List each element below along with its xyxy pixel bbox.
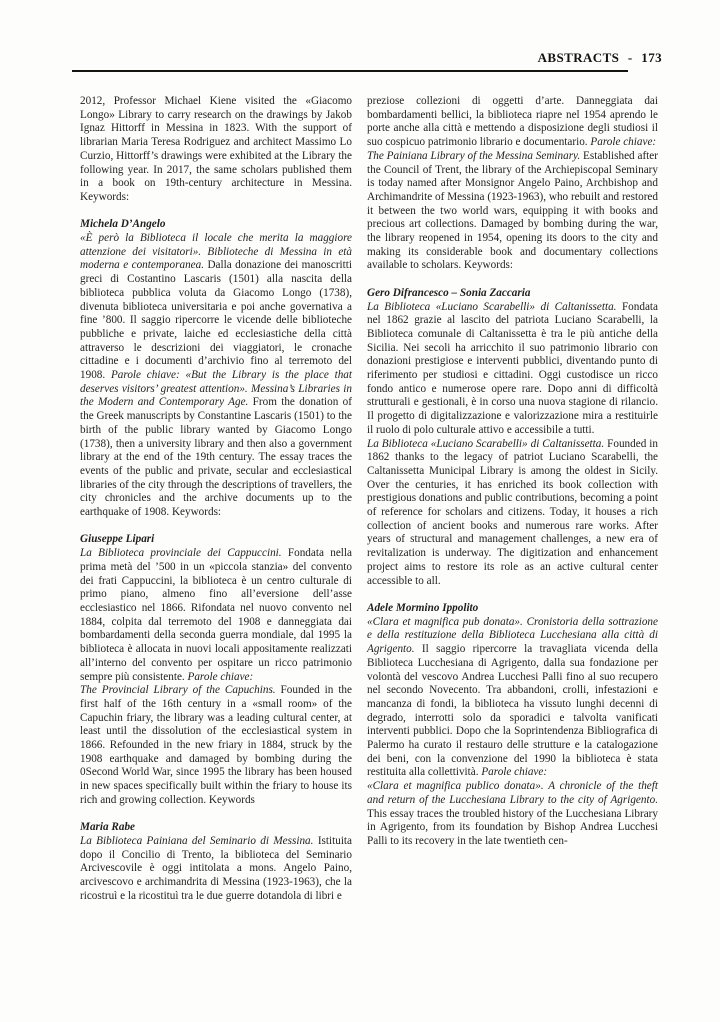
italic-text-run: La Biblioteca «Luciano Scarabelli» di Caltanissetta. <box>367 300 617 313</box>
text-run: Founded in 1862 thanks to the legacy of patriot Luciano Scarabelli, the Caltanissetta Municipal Library is among the oldest in Sicily. Over the centuries, it has enriched its book collection with prestigious donations and public contributions, becoming a point of reference for scholars and citizens. Today, it houses a rich collection of ancient books and numerous rare works. After years of structural and management challenges, a new era of revitalization is underway. The digitization and enhancement project aims to restore its role as an active cultural center accessible to all. <box>367 437 658 587</box>
abstract-paragraph <box>367 616 658 780</box>
abstract-paragraph <box>367 438 658 589</box>
italic-text-run: The Provincial Library of the Capuchins. <box>80 684 276 697</box>
author-heading: Giuseppe Lipari <box>80 533 155 546</box>
text-run: This essay traces the troubled history of the Lucchesiana Library in Agrigento, from its foundation by Bishop Andrea Lucchesi Palli to its recovery in the late twentieth cen- <box>367 807 658 847</box>
italic-text-run: «Clara et magnifica pub donata». Cronistoria della sottrazione e della restituzione della Biblioteca Lucchesiana alla città di Agrigento. <box>367 615 658 656</box>
abstract-paragraph <box>80 232 352 520</box>
author-heading: Adele Mormino Ippolito <box>367 601 479 614</box>
abstract-paragraph <box>367 301 658 438</box>
italic-text-run: La Biblioteca Painiana del Seminario di Messina. <box>80 834 314 847</box>
text-run: Dalla donazione dei manoscritti greci di Costantino Lascaris (1501) alla nascita della biblioteca pubblica voluta da Giacomo Longo (1738), divenuta biblioteca universitaria e poi anche governativa a fine ’800. Il saggio ripercorre le vicende delle biblioteche pubbliche e private, laiche ed ecclesiastiche della città attraverso le descrizioni dei viaggiatori, le cronache cittadine e i documenti d’archivio fino al terremoto del 1908. <box>80 259 352 382</box>
text-run: Fondata nel 1862 grazie al lascito del patriota Luciano Scarabelli, la Biblioteca comunale di Caltanissetta è tra le più antiche della Sicilia. Nei secoli ha arricchito il suo patrimonio librario con donazioni prestigiose e interventi pubblici, diventando punto di riferimento per studiosi e cittadini. Oggi custodisce un ricco fondo antico e numerose opere rare. Dopo anni di difficoltà strutturali e gestionali, è in corso una nuova stagione di rilancio. Il progetto di digitalizzazione e valorizzazione mira a restituirle il ruolo di polo culturale attivo e accessibile a tutti. <box>367 300 658 436</box>
author-heading: Maria Rabe <box>80 821 136 834</box>
italic-text-run: «Clara et magnifica publico donata». A chronicle of the theft and return of the Lucchesiana Library to the city of Agrigento. <box>367 780 658 806</box>
abstract-paragraph <box>80 547 352 684</box>
running-head <box>80 50 662 66</box>
header-rule <box>72 70 628 72</box>
author-heading: Gero Difrancesco – Sonia Zaccaria <box>367 286 531 299</box>
abstract-paragraph <box>80 835 352 904</box>
author-heading: Michela D’Angelo <box>80 218 166 231</box>
abstract-paragraph <box>367 95 658 150</box>
column-right <box>367 95 658 903</box>
text-run: Fondata nella prima metà del ’500 in un «piccola stanzia» del convento dei frati Cappuccini, la biblioteca è un centro culturale di primo piano, almeno fino all’eversione dell’asse ecclesiastico nel 1866. Rifondata nel nuovo convento nel 1884, colpita dal terremoto del 1908 e danneggiata dai bombardamenti della seconda guerra mondiale, dal 1995 la biblioteca è allocata in nuovi locali appositamente realizzati all’interno del convento per ospitare un ricco patrimonio sempre più consistente. <box>80 547 352 683</box>
abstract-paragraph <box>80 684 352 807</box>
text-run: 2012, Professor Michael Kiene visited the «Giacomo Longo» Library to carry research on the drawings by Jakob Ignaz Hittorff in Messina in 1823. With the support of librarian Maria Teresa Rodriguez and architect Massimo Lo Curzio, Hittorff’s drawings were exhibited at the Library the following year. In 2017, the same scholars published them in a book on 19th-century architecture in Messina. Keywords: <box>80 95 352 203</box>
page-header-label: ABSTRACTS - 173 <box>537 50 662 65</box>
text-run: From the donation of the Greek manuscripts by Constantine Lascaris (1501) to the birth of the public library wanted by Giacomo Longo (1738), then a university library and then also a government library at the end of the 19th century. The essay traces the events of the public and private, secular and ecclesiastical libraries of the city through the descriptions of travellers, the city chronicles and the archive documents up to the earthquake of 1908. Keywords: <box>80 396 352 519</box>
italic-text-run: La Biblioteca «Luciano Scarabelli» di Caltanissetta. <box>367 437 605 450</box>
abstract-paragraph <box>367 780 658 849</box>
italic-text-run: La Biblioteca provinciale dei Cappuccini. <box>80 547 282 560</box>
italic-text-run: Parole chiave: «But the Library is the place that deserves visitors’ greatest attention». Messina’s Libraries in the Modern and Contemporary Age. <box>80 369 353 409</box>
italic-text-run: «È però la Biblioteca il locale che merita la maggiore attenzione dei visitatori». Biblioteche di Messina in età moderna e contemporanea. <box>80 232 352 272</box>
italic-text-run: Parole chiave: <box>590 136 657 149</box>
text-run: preziose collezioni di oggetti d’arte. Danneggiata dai bombardamenti bellici, la biblioteca riapre nel 1954 aprendo le porte anche alla città e mettendo a disposizione degli studiosi il suo cospicuo patrimonio librario e documentario. <box>367 95 658 149</box>
abstract-paragraph <box>80 95 352 205</box>
text-run: Founded in the first half of the 16th century in a «small room» of the Capuchin friary, the library was a leading cultural center, at least until the dissolution of the ecclesiastical system in 1866. Refounded in the new friary in 1884, struck by the 1908 earthquake and damaged by bombing during the 0Second World War, since 1995 the library has been housed in new spaces specifically built within the friary to house its rich and growing collection. Keywords <box>80 684 352 806</box>
text-run: Istituita dopo il Concilio di Trento, la biblioteca del Seminario Arcivescovile è oggi intitolata a mons. Angelo Paino, arcivescovo e archimandrita di Messina (1923-1963), che la ricostruì e la ricostituì tra le due guerre dotandola di libri e <box>80 834 352 902</box>
text-columns <box>80 95 658 903</box>
italic-text-run: The Painiana Library of the Messina Seminary. <box>367 149 581 162</box>
column-left <box>80 95 352 903</box>
abstract-paragraph <box>367 150 658 273</box>
italic-text-run: Parole chiave: <box>481 766 548 779</box>
italic-text-run: Parole chiave: <box>187 670 254 683</box>
text-run: Established after the Council of Trent, the library of the Archiepiscopal Seminary is today named after Monsignor Angelo Paino, Archbishop and Archimandrite of Messina (1923-1963), who rebuilt and restored it between the two world wars, equipping it with books and precious art collections. Damaged by bombing during the war, the library reopened in 1954, opening its doors to the city and making its considerable book and documentary collections available to scholars. Keywords: <box>367 149 658 272</box>
text-run: Il saggio ripercorre la travagliata vicenda della Biblioteca Lucchesiana di Agrigento, dalla sua fondazione per volontà del vescovo Andrea Lucchesi Palli fino al suo recupero nel secondo Novecento. Tra abbandoni, crolli, infestazioni e mancanza di fondi, la biblioteca ha vissuto lunghi decenni di degrado, interrotti solo da sporadici e talvolta vanificati interventi pubblici. Dopo che la Soprintendenza Bibliografica di Palermo ha curato il restauro delle strutture e la catalogazione dei beni, con la convenzione del 1990 la biblioteca è stata restituita alla collettività. <box>367 643 658 779</box>
